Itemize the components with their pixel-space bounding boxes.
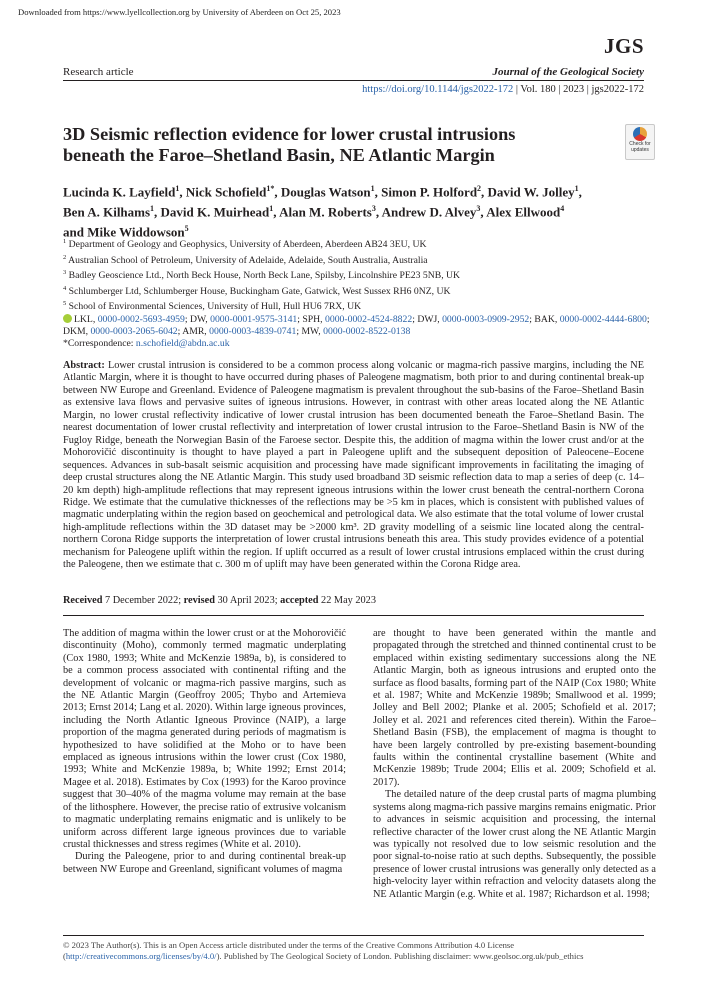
orcid-link[interactable]: 0000-0003-0909-2952 bbox=[442, 313, 530, 325]
orcid-author: ; DW, bbox=[184, 313, 211, 325]
author-name: Lucinda K. Layfield bbox=[63, 184, 176, 200]
article-title: 3D Seismic reflection evidence for lower crustal intrusions beneath the Faroe–Shetland Basin, NE Atlantic Margin bbox=[63, 124, 516, 165]
author-name: Mike Widdowson bbox=[87, 223, 185, 239]
journal-name: Journal of the Geological Society bbox=[492, 66, 644, 78]
article-dates bbox=[63, 595, 376, 606]
affiliation-item bbox=[63, 252, 663, 268]
doi-meta: | Vol. 180 | 2023 | jgs2022-172 bbox=[513, 84, 644, 95]
orcid-icon bbox=[63, 314, 72, 323]
author-affiliation-number: 1 bbox=[269, 203, 274, 213]
header-divider bbox=[63, 80, 644, 81]
license-footer bbox=[63, 940, 658, 962]
affiliation-text: Department of Geology and Geophysics, University of Aberdeen, Aberdeen AB24 3EU, UK bbox=[68, 239, 427, 251]
revised-date: 30 April 2023; bbox=[214, 595, 281, 606]
affiliation-number: 4 bbox=[63, 284, 67, 292]
author-name: Alan M. Roberts bbox=[279, 204, 372, 220]
orcid-author: LKL, bbox=[74, 313, 98, 325]
affiliation-item bbox=[63, 267, 663, 283]
orcid-author: ; SPH, bbox=[297, 313, 326, 325]
download-note: Downloaded from https://www.lyellcollection.org by University of Aberdeen on Oct 25, 2023 bbox=[18, 7, 341, 17]
body-column-right bbox=[373, 628, 656, 901]
revised-label: revised bbox=[183, 595, 215, 606]
affiliation-number: 3 bbox=[63, 269, 67, 277]
author-name: David W. Jolley bbox=[487, 184, 575, 200]
body-paragraph: are thought to have been generated within the mantle and propagated through the stretched and thinned continental crust to be emplaced within existing sedimentary successions along the NE Atlantic Margin, both as igneous intrusions and erupted onto the surface as flood basalts, forming part of the NAIP (Cox 1980; White et al. 1987; White and McKenzie 1989b; Smallwood et al. 1999; Jolley and Bell 2002; Planke et al. 2005; Schofield et al. 2017; Jolley et al. 2021 and references cited therein). Within the Faroe–Shetland Basin (FSB), the emplacement of magma is thought to have been largely controlled by pre-existing basement-bounding faults within the continental crystalline basement (White and McKenzie 1989b; Trude 2004; Ellis et al. 2009; Schofield et al. 2017). bbox=[373, 628, 656, 788]
orcid-author: ; MW, bbox=[296, 325, 324, 337]
body-column-left bbox=[63, 628, 346, 876]
body-paragraph: During the Paleogene, prior to and during continental break-up between NW Europe and Greenland, significant volumes of magma bbox=[63, 851, 346, 875]
affiliation-number: 5 bbox=[63, 300, 67, 308]
orcid-link[interactable]: 0000-0002-4444-6800 bbox=[559, 313, 647, 325]
orcid-link[interactable]: 0000-0002-4524-8822 bbox=[325, 313, 413, 325]
accepted-date: 22 May 2023 bbox=[318, 595, 376, 606]
author-affiliation-number: 5 bbox=[184, 223, 189, 233]
check-badge-line1: Check for bbox=[629, 141, 651, 147]
author-affiliation-number: 1 bbox=[150, 203, 155, 213]
license-link[interactable]: http://creativecommons.org/licenses/by/4.0/ bbox=[65, 951, 217, 961]
received-label: Received bbox=[63, 595, 103, 606]
received-date: 7 December 2022; bbox=[102, 595, 184, 606]
check-for-updates-button[interactable] bbox=[625, 124, 655, 160]
author-affiliation-number: 1 bbox=[175, 184, 180, 193]
orcid-author: ; AMR, bbox=[177, 325, 210, 337]
orcid-link[interactable]: 0000-0003-4839-0741 bbox=[209, 325, 297, 337]
affiliation-number: 1 bbox=[63, 238, 67, 245]
author-name: Ben A. Kilhams bbox=[63, 204, 151, 220]
affiliation-text: Badley Geoscience Ltd., North Beck House, North Beck Lane, Spilsby, Lincolnshire PE23 5NB, UK bbox=[68, 270, 461, 282]
author-affiliation-number: 3 bbox=[371, 203, 376, 213]
footer-text-2: ). Published by The Geological Society of London. Publishing disclaimer: www.geolsoc.org.uk/pub_ethics bbox=[216, 951, 584, 961]
dates-divider bbox=[63, 615, 644, 616]
article-type: Research article bbox=[63, 66, 134, 78]
affiliations bbox=[63, 236, 663, 351]
doi-link[interactable]: https://doi.org/10.1144/jgs2022-172 bbox=[362, 84, 514, 95]
author-affiliation-number: 1 bbox=[574, 184, 579, 193]
check-badge-line2: updates bbox=[631, 146, 649, 153]
affiliation-text: School of Environmental Sciences, University of Hull, Hull HU6 7RX, UK bbox=[68, 301, 362, 313]
orcid-author: ; BAK, bbox=[529, 313, 560, 325]
author-affiliation-number: 4 bbox=[560, 203, 565, 213]
doi-line bbox=[362, 84, 644, 95]
correspondence-label: *Correspondence: bbox=[63, 338, 136, 350]
affiliation-item bbox=[63, 283, 663, 299]
accepted-label: accepted bbox=[280, 595, 319, 606]
footer-divider bbox=[63, 935, 644, 936]
check-for-updates-icon bbox=[633, 127, 647, 141]
author-affiliation-number: 2 bbox=[477, 184, 482, 193]
orcid-link[interactable]: 0000-0003-2065-6042 bbox=[90, 325, 178, 337]
author-name: Nick Schofield bbox=[185, 184, 267, 200]
orcid-link[interactable]: 0000-0002-5693-4959 bbox=[97, 313, 185, 325]
affiliation-item bbox=[63, 236, 663, 252]
abstract-label: Abstract: bbox=[63, 360, 105, 371]
abstract bbox=[63, 360, 644, 572]
author-affiliation-number: 1* bbox=[266, 184, 275, 193]
correspondence-email-link[interactable]: n.schofield@abdn.ac.uk bbox=[135, 338, 230, 350]
correspondence bbox=[63, 338, 663, 350]
orcid-link[interactable]: 0000-0001-9575-3141 bbox=[210, 313, 298, 325]
affiliation-number: 2 bbox=[63, 253, 67, 261]
author-affiliation-number: 1 bbox=[370, 184, 375, 193]
author-name: Simon P. Holford bbox=[381, 184, 478, 200]
author-list: Lucinda K. Layfield$^1$, Nick Schofield$^{1*}$, Douglas Watson$^1$, Simon P. Holford$^2$, David W. Jolley$^1$, Ben A. Kilhams$^1$, David K. Muirhead$^1$, Alan M. Roberts$^3$, Andrew D. Alvey$^3$, Alex Ellwood$^4$ and Mike Widdowson$^5$ bbox=[63, 184, 582, 239]
body-paragraph: The detailed nature of the deep crustal parts of magma plumbing systems along magma-rich passive margins remains enigmatic. Prior to advances in seismic acquisition and processing, the internal reflective character of the lower crust along the NE Atlantic Margin was typically not resolved due to low seismic resolution and the poor signal-to-noise ratio at such depths. Subsequently, the possible presence of lower crustal intrusions was generally only detected as a high-velocity layer within refraction and velocity datasets along the NE Atlantic Margin (e.g. White et al. 1987; Richardson et al. 1998; bbox=[373, 789, 656, 900]
body-paragraph: The addition of magma within the lower crust or at the Mohorovičić discontinuity (Moho), commonly termed magmatic underplating (Cox 1980, 1993; White and McKenzie 1989a, b), is considered to be a common process associated with continental rifting and the development of volcanic or magma-rich passive margins, such as the NE Atlantic Margin (Geoffroy 2005; Thybo and Artemieva 2013; Ernst 2014; Lang et al. 2020). Within large igneous provinces, including the North Atlantic Igneous Province (NAIP), a large proportion of the magma generated during periods of magmatism is hypothesized to have solidified at the Moho or to have been emplaced as igneous intrusions within the lower crust (Cox 1980, 1993; White and McKenzie 1989a, b; White 1992; Ernst 2014; Magee et al. 2018). Estimates by Cox (1993) for the Karoo province suggest that 30–40% of the magma volume may remain at the base of the lithosphere. However, the precise ratio of extrusive volcanism to magmatic underplating remains enigmatic and is unlikely to be uniform across different large igneous provinces due to variable crustal thicknesses and stress regimes (White et al. 2010). bbox=[63, 628, 346, 850]
orcid-link[interactable]: 0000-0002-8522-0138 bbox=[323, 325, 411, 337]
affiliation-text: Australian School of Petroleum, University of Adelaide, Adelaide, South Australia, Australia bbox=[68, 254, 428, 266]
author-name: Andrew D. Alvey bbox=[381, 204, 477, 220]
author-name: Douglas Watson bbox=[280, 184, 371, 200]
footer-text: © 2023 The Author(s). This is an Open Access article distributed under the terms of the Creative Commons Attribution 4.0 License ( bbox=[63, 940, 515, 961]
orcid-author: ; DKM, bbox=[63, 313, 650, 337]
author-name: Alex Ellwood bbox=[486, 204, 561, 220]
author-name: David K. Muirhead bbox=[160, 204, 270, 220]
orcid-author: ; DWJ, bbox=[412, 313, 443, 325]
journal-logo: JGS bbox=[603, 34, 644, 58]
orcid-line bbox=[63, 314, 663, 339]
affiliation-item bbox=[63, 298, 663, 314]
affiliation-text: Schlumberger Ltd, Schlumberger House, Buckingham Gate, Gatwick, West Sussex RH6 0NZ, UK bbox=[68, 285, 451, 297]
abstract-text: Lower crustal intrusion is considered to be a common process along volcanic or magma-rich passive margins, including the NE Atlantic Margin, where it is thought to have occurred during phases of Paleogene magmatism, both prior to and during continental break-up between NW Europe and Greenland. Evidence of Paleogene magmatism is prevalent throughout the sub-basins of the Faroe–Shetland Basin as extensive lava flows and pervasive suites of igneous intrusions. However, in contrast with other areas located along the NE Atlantic Margin, no lower crustal reflectivity indicative of lower crustal intrusion has been documented beneath the Faroe–Shetland Basin. The nearest documentation of lower crustal reflectivity and interpretation of lower crustal intrusion to the Faroe–Shetland Basin is NW of the Fugloy Ridge, beneath the Norwegian Basin of the Faroese sector. Despite this, the addition of magma within the lower crust and/or at the Mohorovičić discontinuity is thought to have played a part in Paleogene uplift and the subsequent deposition of Paleocene–Eocene sequences. Advances in sub-basalt seismic acquisition and processing have made significant improvements in facilitating the imaging of deep crustal structures along the NE Atlantic Margin. This study used broadband 3D seismic reflection data to map a series of deep (c. 14–20 km depth) high-amplitude reflections that may represent igneous intrusions within the lower crust beneath the central-northern Corona Ridge. We estimate that the cumulative thicknesses of the reflections may be >5 km in places, which is consistent with published values of magmatic underplating within the region based on geochemical and petrological data. We also estimate that the total volume of lower crustal high-amplitude reflections within the 3D dataset may be >2000 km³. 2D gravity modelling of a seismic line located along the central-northern Corona Ridge supports the interpretation of lower crustal intrusions beneath this area. This study provides evidence of a potential mechanism for Paleogene uplift within the region. If uplift occurred as a result of lower crustal intrusions emplaced within the crust during the Paleogene, then we estimate that c. 300 m of uplift may have been generated within the Corona Ridge area. bbox=[63, 360, 644, 571]
author-affiliation-number: 3 bbox=[476, 203, 481, 213]
